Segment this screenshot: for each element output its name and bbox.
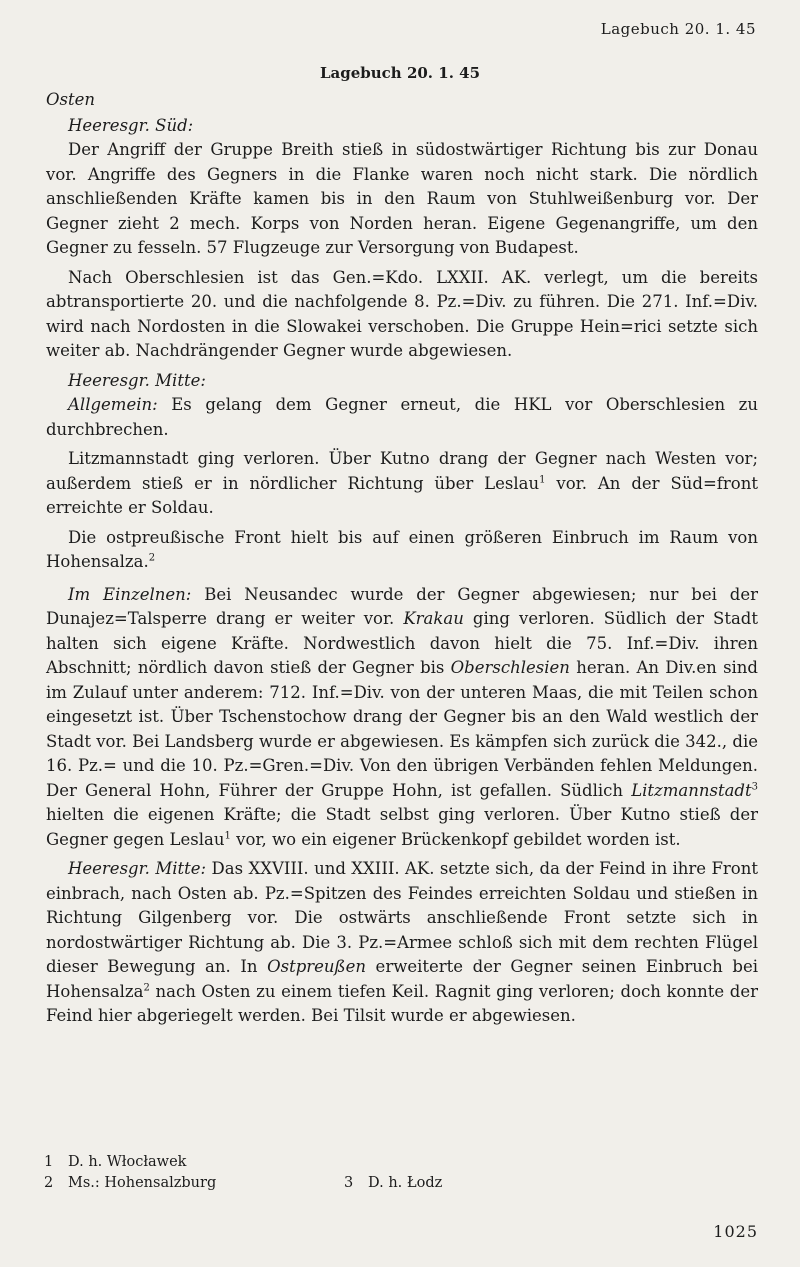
running-head: Lagebuch 20. 1. 45 xyxy=(600,20,756,38)
place-ostpreussen: Ostpreußen xyxy=(267,957,366,976)
footnote-number: 2 xyxy=(44,1175,54,1191)
page-title: Lagebuch 20. 1. 45 xyxy=(319,64,481,82)
page-number: 1025 xyxy=(713,1222,758,1241)
text-span: ging verloren. Südlich der Stadt halten sich eigene Kräfte. Nordwestlich davon hielt die 75. Inf.=Div. ihren Abschnitt; nördlich davon stieß der Gegner bis xyxy=(46,609,758,677)
footnote-text: Ms.: Hohensalzburg xyxy=(68,1175,217,1191)
label-heeresgr-mitte-2: Heeresgr. Mitte: xyxy=(68,859,207,878)
paragraph-sued-2: Nach Oberschlesien ist das Gen.=Kdo. LXXII. AK. verlegt, um die bereits abtransportierte 20. und die nachfolgende 8. Pz.=Div. zu führen. Die 271. Inf.=Div. wird nach Nordosten in die Slowakei verschoben. Die Gruppe Hein=rici setzte sich weiter ab. Nachdrängender Gegner wurde abgewiesen. xyxy=(46,267,758,360)
label-allgemein: Allgemein: xyxy=(68,395,158,414)
footnote-number: 1 xyxy=(44,1154,54,1170)
footnote-ref: 1 xyxy=(224,830,231,841)
text-span: nach Osten zu einem tiefen Keil. Ragnit ging verloren; doch konnte der Feind hier abgeriegelt werden. Bei Tilsit wurde er abgewiesen. xyxy=(46,981,758,1025)
footnote-ref: 1 xyxy=(539,474,546,485)
text-span: vor, wo ein eigener Brückenkopf gebildet worden ist. xyxy=(230,829,681,849)
footnote-text: D. h. Włocławek xyxy=(68,1154,187,1170)
footnote-number: 3 xyxy=(344,1175,354,1191)
text-span: vor. An der Süd=front erreichte er Soldau. xyxy=(46,473,758,517)
text-span: Litzmannstadt ging verloren. Über Kutno drang der Gegner nach Westen vor; außerdem stieß er in nördlicher Richtung über Leslau xyxy=(46,449,758,493)
footnote-ref: 3 xyxy=(751,781,758,792)
text-span: Die ostpreußische Front hielt bis auf einen größeren Einbruch im Raum von Hohensalza. xyxy=(46,527,758,571)
text-span: heran. An Div.en sind im Zulauf unter anderem: 712. Inf.=Div. von der unteren Maas, die mit Teilen schon eingesetzt ist. Über Tschenstochow drang der Gegner bis an den Wald westlich der Stadt vor. Bei Landsberg wurde er abgewiesen. Es kämpfen sich zurück die 342., die 16. Pz.= und die 10. Pz.=Gren.=Div. Von den übrigen Verbänden fehlen Meldungen. Der General Hohn, Führer der Gruppe Hohn, ist gefallen. Südlich xyxy=(46,658,758,800)
footnote-row xyxy=(44,1173,604,1194)
footnote-2 xyxy=(44,1173,344,1194)
subheading-heeresgr-sued: Heeresgr. Süd: xyxy=(68,115,194,135)
document-body xyxy=(46,88,758,1034)
text-span: hielten die eigenen Kräfte; die Stadt selbst ging verloren. Über Kutno stieß der Gegner gegen Leslau xyxy=(46,805,758,849)
paragraph-einzelnen xyxy=(46,583,758,853)
paragraph-sued-1: Der Angriff der Gruppe Breith stieß in südostwärtiger Richtung bis zur Donau vor. Angriffe des Gegners in die Flanke waren noch nicht stark. Die nördlich anschließenden Kräfte kamen bis in den Raum von Stuhlweißenburg vor. Der Gegner zieht 2 mech. Korps von Norden heran. Eigene Gegenangriffe, um den Gegner zu fesseln. 57 Flugzeuge zur Versorgung von Budapest. xyxy=(46,140,758,257)
text-allgemein: Es gelang dem Gegner erneut, die HKL vor Oberschlesien zu durchbrechen. xyxy=(46,395,758,439)
footnote-ref: 2 xyxy=(143,982,150,993)
footnote-3 xyxy=(344,1173,442,1194)
paragraph-allgemein xyxy=(46,393,758,442)
paragraph-ostpreussen xyxy=(46,526,758,575)
place-krakau: Krakau xyxy=(403,609,464,628)
footnote-1 xyxy=(44,1152,604,1173)
text-span: Das XXVIII. und XXIII. AK. setzte sich, da der Feind in ihre Front einbrach, nach Osten ab. Pz.=Spitzen des Feindes erreichten Soldau und stießen in Richtung Gilgenberg vor. Die ostwärts anschließende Front setzte sich in nordostwärtiger Richtung ab. Die 3. Pz.=Armee schloß sich mit dem rechten Flügel dieser Bewegung an. In xyxy=(46,859,758,976)
paragraph-mitte-2 xyxy=(46,857,758,1029)
text-span: erweiterte der Gegner seinen Einbruch bei Hohensalza xyxy=(46,957,758,1001)
text-span: Bei Neusandec wurde der Gegner abgewiesen; nur bei der Dunajez=Talsperre drang er weiter vor. xyxy=(46,584,758,628)
footnote-ref: 2 xyxy=(148,552,156,564)
paragraph-litzmannstadt xyxy=(46,447,758,521)
place-litzmannstadt: Litzmannstadt xyxy=(631,780,752,800)
section-heading-osten: Osten xyxy=(46,90,96,109)
footnote-text: D. h. Łodz xyxy=(368,1175,443,1191)
place-oberschlesien: Oberschlesien xyxy=(450,658,570,677)
label-einzelnen: Im Einzelnen: xyxy=(68,584,192,604)
subheading-heeresgr-mitte: Heeresgr. Mitte: xyxy=(68,370,206,390)
footnotes xyxy=(44,1152,604,1194)
